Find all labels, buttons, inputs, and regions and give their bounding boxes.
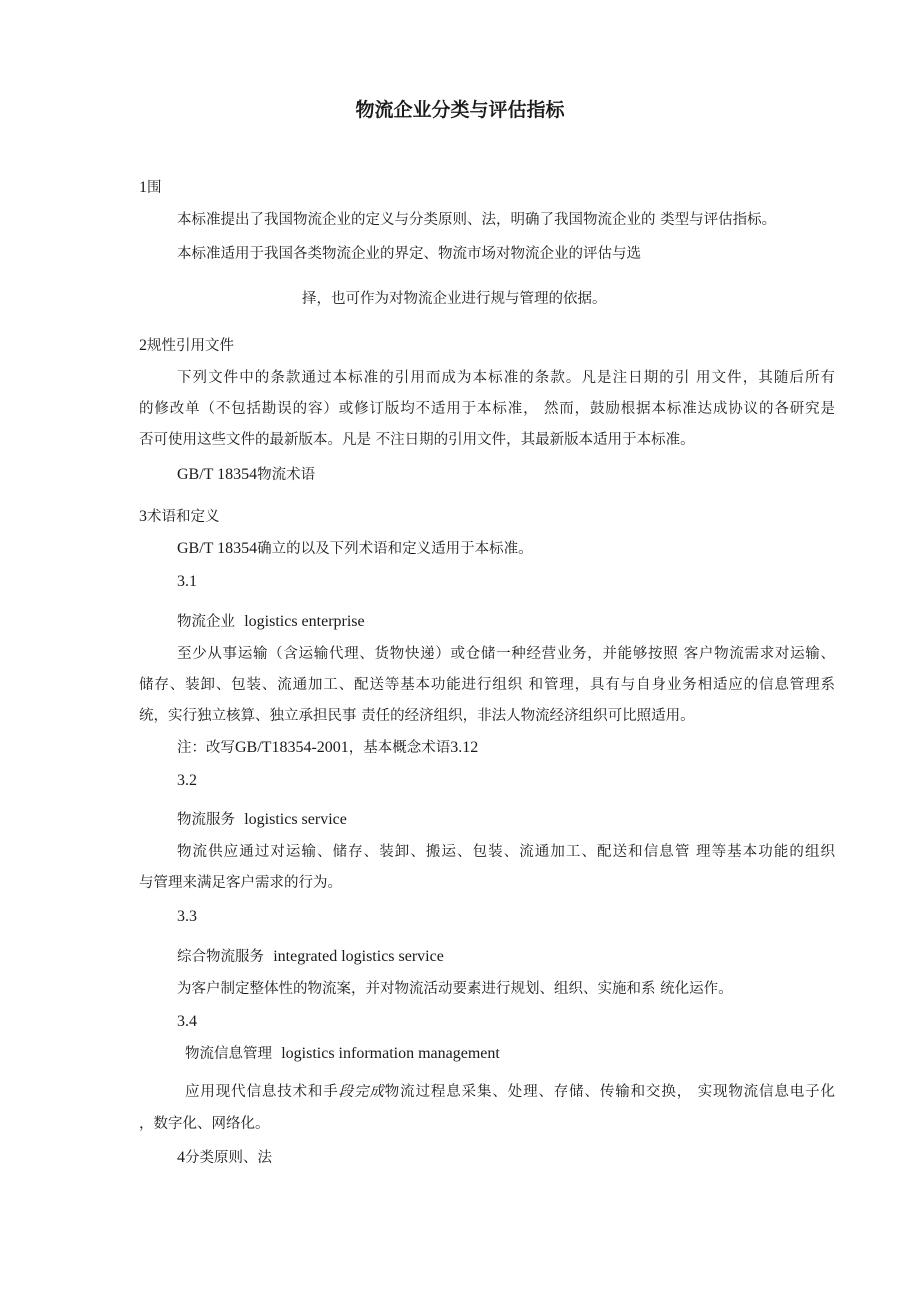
paragraph-line: 下列文件中的条款通过本标准的引用而成为本标准的条款。凡是注日期的引 用文件，其随后所有 xyxy=(177,370,835,386)
note xyxy=(177,740,478,756)
paragraph-line: 至少从事运输（含运输代理、货物快递）或仓储一种经营业务，并能够按照 客户物流需求对运输、 xyxy=(177,646,835,662)
paragraph-text: 确立的以及下列术语和定义适用于本标准。 xyxy=(257,541,533,557)
reference-code: GB/T 18354 xyxy=(177,466,258,483)
paragraph: 本标准适用于我国各类物流企业的界定、物流市场对物流企业的评估与选 xyxy=(177,246,641,262)
term-number: 3.4 xyxy=(177,1013,197,1030)
paragraph-text-italic: 段完成 xyxy=(338,1084,385,1100)
section-number: 3 xyxy=(139,508,147,525)
paragraph-line: 统，实行独立核算、独立承担民事 责任的经济组织，非法人物流经济组织可比照适用。 xyxy=(139,708,695,724)
section-number: 1 xyxy=(139,179,147,196)
note-ref: 3.12 xyxy=(450,739,479,756)
paragraph-text: 应用现代信息技术和手 xyxy=(185,1084,339,1100)
section-title: 规性引用文件 xyxy=(147,338,234,354)
paragraph xyxy=(177,541,533,557)
term-en: logistics service xyxy=(244,811,347,828)
term-title xyxy=(185,1046,500,1062)
section-number: 2 xyxy=(139,337,147,354)
paragraph-line: 否可使用这些文件的最新版本。凡是 不注日期的引用文件，其最新版本适用于本标准。 xyxy=(139,432,695,448)
paragraph-line: 储存、装卸、包装、流通加工、配送等基本功能进行组织 和管理，具有与自身业务相适应的信息管理系 xyxy=(139,677,835,693)
note-label: 注：改写 xyxy=(177,740,235,756)
paragraph: 择，也可作为对物流企业进行规与管理的依据。 xyxy=(302,291,607,307)
section-1-heading xyxy=(139,180,162,196)
section-4-heading xyxy=(177,1150,272,1166)
document-title: 物流企业分类与评估指标 xyxy=(355,99,565,121)
paragraph-line: 为客户制定整体性的物流案，并对物流活动要素进行规划、组织、实施和系 统化运作。 xyxy=(177,981,733,997)
paragraph-line: 的修改单（不包括勘误的容）或修订版均不适用于本标准， 然而，鼓励根据本标准达成协议的各研究是 xyxy=(139,401,835,417)
note-code: GB/T18354-2001 xyxy=(235,739,349,756)
note-text: ，基本概念术语 xyxy=(348,740,451,756)
term-en: integrated logistics service xyxy=(273,948,444,965)
section-2-heading xyxy=(139,338,234,354)
reference-code: GB/T 18354 xyxy=(177,540,258,557)
normative-reference xyxy=(177,467,315,483)
term-title xyxy=(177,812,347,828)
paragraph-text: 物流过程息采集、处理、存储、传输和交换， 实现物流信息电子化 xyxy=(384,1084,836,1100)
section-title: 分类原则、法 xyxy=(185,1150,272,1166)
term-number: 3.2 xyxy=(177,772,197,789)
paragraph-line xyxy=(185,1085,835,1100)
section-3-heading xyxy=(139,509,220,525)
term-title xyxy=(177,614,365,630)
section-title: 术语和定义 xyxy=(147,509,220,525)
term-en: logistics information management xyxy=(281,1045,500,1062)
term-title xyxy=(177,949,444,965)
section-title: 围 xyxy=(147,180,162,196)
paragraph-line: ，数字化、网络化。 xyxy=(139,1116,270,1132)
paragraph-line: 与管理来满足客户需求的行为。 xyxy=(139,875,342,891)
paragraph: 本标准提出了我国物流企业的定义与分类原则、法，明确了我国物流企业的 类型与评估指标。 xyxy=(177,212,777,228)
term-number: 3.1 xyxy=(177,573,197,590)
term-cn: 物流企业 xyxy=(177,614,235,630)
term-cn: 物流信息管理 xyxy=(185,1046,272,1062)
term-number: 3.3 xyxy=(177,908,197,925)
reference-name: 物流术语 xyxy=(257,467,316,483)
term-cn: 综合物流服务 xyxy=(177,949,264,965)
term-en: logistics enterprise xyxy=(244,613,365,630)
paragraph-line: 物流供应通过对运输、储存、装卸、搬运、包装、流通加工、配送和信息管 理等基本功能的组织 xyxy=(177,844,835,860)
section-number: 4 xyxy=(177,1149,185,1166)
term-cn: 物流服务 xyxy=(177,812,235,828)
